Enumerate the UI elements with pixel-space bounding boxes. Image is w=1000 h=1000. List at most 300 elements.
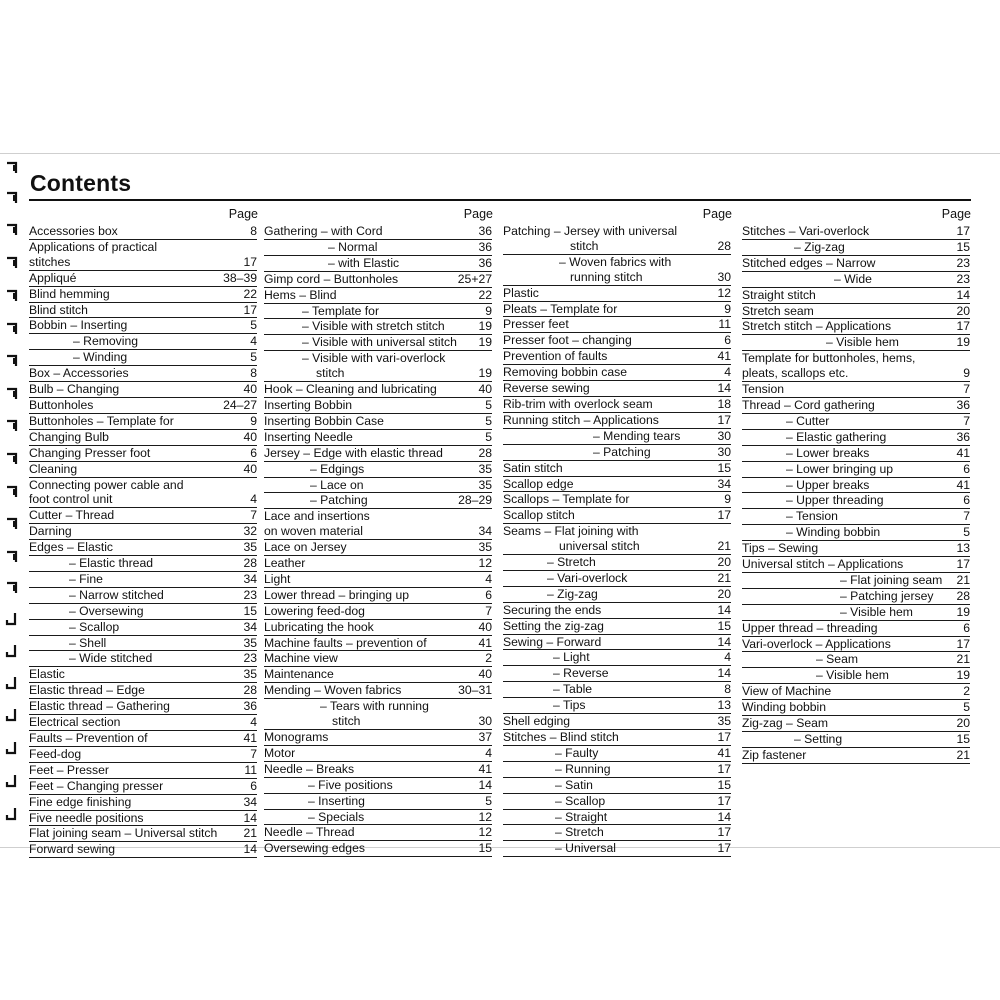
entry-topic: – Five positions — [308, 777, 393, 792]
index-entry — [742, 525, 971, 541]
entry-topic: – Straight — [555, 809, 608, 824]
index-entry — [742, 288, 971, 304]
entry-page-number: 7 — [963, 509, 970, 524]
entry-page-number: 9 — [250, 413, 257, 428]
entry-page-number: 17 — [956, 557, 970, 572]
binding-hole-icon — [5, 484, 19, 498]
title-rule — [29, 199, 971, 201]
entry-topic: Cleaning — [29, 461, 78, 476]
entry-page-number: 28 — [478, 445, 492, 460]
entry-page-number: 35 — [478, 461, 492, 476]
entry-page-number: 34 — [243, 794, 257, 809]
entry-topic: Winding bobbin — [742, 700, 827, 715]
entry-page-number: 5 — [485, 429, 492, 444]
entry-topic: Faults – Prevention of — [29, 731, 148, 745]
entry-page-number: 41 — [243, 731, 257, 745]
index-entry — [29, 826, 258, 842]
index-entry — [264, 746, 493, 762]
entry-topic: Feet – Presser — [29, 762, 109, 777]
entry-page-number: 36 — [956, 397, 970, 412]
index-entry — [264, 636, 493, 652]
entry-topic: Feet – Changing presser — [29, 778, 164, 793]
entry-topic: – Narrow stitched — [69, 587, 164, 602]
index-entry — [742, 319, 971, 335]
index-entry — [264, 335, 493, 351]
entry-topic: Lower thread – bringing up — [264, 587, 409, 602]
entry-page-number: 6 — [250, 445, 257, 460]
binding-hole-icon — [5, 741, 19, 755]
index-entry — [29, 572, 258, 588]
entry-topic: – Inserting — [308, 793, 365, 808]
entry-page-number: 17 — [243, 302, 257, 317]
index-entry — [264, 478, 493, 494]
index-entry — [29, 588, 258, 604]
index-entry — [29, 462, 258, 478]
binding-hole-icon — [5, 644, 19, 658]
entry-topic: Bobbin – Inserting — [29, 318, 128, 333]
entry-topic: Leather — [264, 556, 306, 571]
entry-page-number: 9 — [724, 492, 731, 507]
index-entry — [29, 398, 258, 414]
entry-topic: Forward sewing — [29, 842, 116, 857]
entry-page-number: 5 — [250, 350, 257, 365]
binding-hole-icon — [5, 612, 19, 626]
index-entry — [503, 333, 732, 349]
entry-topic: Prevention of faults — [503, 349, 608, 364]
entry-page-number: 4 — [485, 571, 492, 586]
entry-topic: Scallop edge — [503, 476, 574, 491]
entry-topic: Feed-dog — [29, 746, 82, 761]
entry-page-number: 4 — [250, 492, 257, 507]
index-entry — [742, 605, 971, 621]
index-entry — [742, 382, 971, 398]
entry-topic: Applications of practical — [29, 239, 158, 254]
entry-page-number: 4 — [724, 365, 731, 380]
entry-topic: Setting the zig-zag — [503, 618, 604, 633]
index-entry — [264, 319, 493, 335]
entry-topic: Inserting Needle — [264, 429, 353, 444]
entry-topic: – Upper threading — [786, 493, 884, 508]
entry-topic: – Setting — [794, 732, 843, 746]
entry-topic: Lace on Jersey — [264, 540, 347, 555]
index-entry — [264, 414, 493, 430]
entry-page-number: 30 — [717, 428, 731, 443]
entry-topic: – Table — [553, 682, 593, 697]
entry-page-number: 35 — [478, 540, 492, 555]
index-entry — [742, 351, 971, 382]
page-top-edge — [0, 153, 1000, 154]
index-entry — [264, 683, 493, 699]
entry-topic: – Tears with running — [320, 699, 429, 714]
entry-topic: stitches — [29, 254, 71, 269]
entry-page-number: 14 — [956, 287, 970, 302]
entry-topic: Hems – Blind — [264, 287, 337, 302]
entry-topic: Stitched edges – Narrow — [742, 255, 876, 270]
entry-page-number: 21 — [956, 652, 970, 667]
entry-page-number: 5 — [485, 793, 492, 808]
entry-page-number: 28 — [243, 556, 257, 571]
index-entry — [264, 620, 493, 636]
entry-topic: Motor — [264, 745, 296, 760]
entry-topic: Light — [264, 571, 291, 586]
index-entry — [742, 716, 971, 732]
entry-topic: Universal stitch – Applications — [742, 557, 904, 572]
entry-page-number: 20 — [717, 586, 731, 601]
index-entry — [29, 811, 258, 827]
entry-topic: – Edgings — [310, 461, 365, 476]
entry-page-number: 30 — [717, 269, 731, 284]
entry-topic: Tips – Sewing — [742, 541, 819, 556]
entry-topic: stitch — [332, 714, 361, 729]
entry-page-number: 40 — [478, 619, 492, 634]
entry-page-number: 41 — [956, 477, 970, 492]
entry-page-number: 30 — [478, 714, 492, 729]
entry-topic: Upper thread – threading — [742, 620, 878, 635]
entry-page-number: 23 — [243, 587, 257, 602]
index-entry — [264, 446, 493, 462]
entry-topic: Zig-zag – Seam — [742, 716, 829, 731]
entry-topic: Blind hemming — [29, 286, 110, 301]
entry-topic: universal stitch — [559, 539, 640, 554]
entry-topic: – Wide — [834, 271, 872, 286]
entry-topic: – Shell — [69, 635, 107, 650]
index-entry — [503, 477, 732, 493]
entry-topic: – Zig-zag — [794, 239, 845, 254]
entry-topic: – Fine — [69, 571, 103, 586]
index-entry — [742, 398, 971, 414]
entry-page-number: 36 — [243, 699, 257, 714]
entry-page-number: 37 — [478, 730, 492, 744]
binding-hole-icon — [5, 353, 19, 367]
index-entry — [264, 667, 493, 683]
index-entry — [742, 493, 971, 509]
entry-page-number: 15 — [717, 460, 731, 475]
index-entry — [503, 397, 732, 413]
entry-topic: Stretch seam — [742, 303, 814, 318]
index-entry — [503, 413, 732, 429]
entry-page-number: 20 — [956, 716, 970, 731]
index-entry — [264, 462, 493, 478]
index-entry — [742, 446, 971, 462]
entry-topic: – Universal — [555, 841, 616, 856]
entry-topic: Bulb – Changing — [29, 382, 120, 397]
entry-page-number: 21 — [956, 747, 970, 762]
index-entry — [742, 509, 971, 525]
page-column-header: Page — [228, 207, 258, 221]
entry-page-number: 8 — [250, 224, 257, 238]
entry-topic: – with Elastic — [328, 255, 400, 270]
entry-topic: Stretch stitch – Applications — [742, 319, 892, 334]
entry-topic: – Cutter — [786, 413, 830, 428]
index-entry — [29, 366, 258, 382]
entry-page-number: 13 — [717, 698, 731, 713]
entry-page-number: 6 — [963, 461, 970, 476]
entry-topic: Flat joining seam – Universal stitch — [29, 826, 218, 841]
entry-topic: – Normal — [328, 239, 378, 254]
index-entry — [264, 588, 493, 604]
index-entry — [503, 619, 732, 635]
entry-page-number: 36 — [478, 255, 492, 270]
index-entry — [503, 603, 732, 619]
entry-topic: View of Machine — [742, 684, 832, 699]
index-entry — [29, 287, 258, 303]
entry-topic: – Scallop — [69, 619, 120, 634]
index-entry — [29, 350, 258, 366]
index-entry — [264, 272, 493, 288]
index-entry — [29, 667, 258, 683]
entry-topic: Rib-trim with overlock seam — [503, 396, 653, 411]
index-entry — [742, 414, 971, 430]
entry-topic: – Oversewing — [69, 603, 144, 618]
index-entry — [29, 414, 258, 430]
entry-topic: Securing the ends — [503, 602, 602, 617]
index-column-1 — [29, 207, 258, 858]
index-entry — [264, 493, 493, 509]
entry-topic: – Patching — [310, 493, 368, 508]
entry-page-number: 7 — [250, 508, 257, 523]
index-entry — [503, 841, 732, 857]
entry-page-number: 15 — [717, 618, 731, 633]
entry-page-number: 14 — [717, 809, 731, 824]
index-entry — [29, 271, 258, 287]
entry-page-number: 21 — [956, 572, 970, 587]
entry-topic: Reverse sewing — [503, 381, 590, 396]
page-column-header: Page — [941, 207, 971, 221]
entry-page-number: 17 — [717, 825, 731, 840]
index-entry — [742, 478, 971, 494]
entry-topic: – Template for — [302, 303, 380, 318]
entry-page-number: 40 — [478, 382, 492, 397]
entry-page-number: 15 — [478, 841, 492, 856]
entry-topic: Straight stitch — [742, 287, 816, 302]
index-entry — [264, 810, 493, 826]
entry-page-number: 7 — [250, 746, 257, 761]
entry-page-number: 4 — [250, 715, 257, 730]
entry-page-number: 34 — [478, 524, 492, 539]
index-entry — [503, 794, 732, 810]
entry-page-number: 6 — [724, 333, 731, 348]
entry-page-number: 6 — [963, 620, 970, 635]
index-entry — [503, 825, 732, 841]
entry-topic: – Visible hem — [816, 668, 889, 683]
entry-topic: – Tips — [553, 698, 586, 713]
index-entry — [503, 714, 732, 730]
entry-page-number: 7 — [485, 603, 492, 618]
binding-hole-icon — [5, 708, 19, 722]
index-entry — [503, 429, 732, 445]
entry-page-number: 9 — [485, 303, 492, 318]
index-entry — [742, 700, 971, 716]
entry-topic: Running stitch – Applications — [503, 412, 659, 427]
entry-page-number: 17 — [717, 508, 731, 523]
entry-topic: stitch — [316, 366, 345, 381]
entry-page-number: 30–31 — [458, 683, 492, 698]
binding-marks — [5, 160, 23, 850]
entry-topic: Hook – Cleaning and lubricating — [264, 382, 437, 397]
entry-page-number: 9 — [963, 366, 970, 381]
index-entry — [503, 635, 732, 651]
entry-topic: Presser feet — [503, 317, 569, 332]
entry-page-number: 14 — [717, 634, 731, 649]
entry-topic: Tension — [742, 382, 785, 397]
entry-topic: Shell edging — [503, 714, 571, 729]
entry-page-number: 36 — [956, 429, 970, 444]
entry-page-number: 4 — [724, 650, 731, 665]
index-entry — [264, 288, 493, 304]
entry-page-number: 20 — [717, 555, 731, 570]
entry-page-number: 5 — [485, 413, 492, 428]
binding-hole-icon — [5, 807, 19, 821]
index-column-3 — [503, 207, 732, 857]
entry-page-number: 4 — [485, 745, 492, 760]
binding-hole-icon — [5, 255, 19, 269]
binding-hole-icon — [5, 774, 19, 788]
entry-page-number: 23 — [956, 255, 970, 270]
entry-page-number: 20 — [956, 303, 970, 318]
entry-topic: Gimp cord – Buttonholes — [264, 271, 399, 286]
index-column-4 — [742, 207, 971, 764]
index-entry — [29, 699, 258, 715]
entry-page-number: 7 — [963, 382, 970, 397]
entry-topic: – Running — [555, 761, 611, 776]
entry-page-number: 17 — [956, 636, 970, 651]
index-entry — [742, 272, 971, 288]
entry-topic: Changing Bulb — [29, 429, 109, 444]
entry-topic: – Visible with vari-overlock — [302, 351, 446, 366]
entry-page-number: 28 — [956, 588, 970, 603]
entry-page-number: 32 — [243, 524, 257, 539]
page-title: Contents — [30, 170, 132, 196]
entry-topic: Machine faults – prevention of — [264, 635, 427, 650]
entry-topic: Zip fastener — [742, 747, 807, 762]
index-entry — [503, 381, 732, 397]
entry-page-number: 13 — [956, 541, 970, 556]
entry-page-number: 17 — [717, 412, 731, 427]
entry-topic: Accessories box — [29, 224, 118, 238]
entry-topic: Scallops – Template for — [503, 492, 630, 507]
entry-topic: Needle – Breaks — [264, 761, 355, 776]
index-entry — [742, 637, 971, 653]
index-entry — [29, 303, 258, 319]
entry-page-number: 22 — [478, 287, 492, 302]
entry-page-number: 5 — [250, 318, 257, 333]
entry-page-number: 21 — [717, 539, 731, 554]
entry-page-number: 12 — [478, 556, 492, 571]
entry-topic: Buttonholes — [29, 397, 94, 412]
entry-topic: Needle – Thread — [264, 825, 355, 840]
index-entry — [503, 445, 732, 461]
entry-topic: – Faulty — [555, 745, 599, 760]
index-entry — [264, 509, 493, 540]
entry-topic: Monograms — [264, 730, 329, 744]
entry-page-number: 11 — [244, 762, 257, 777]
entry-page-number: 41 — [956, 445, 970, 460]
index-entry — [29, 842, 258, 858]
entry-page-number: 19 — [478, 319, 492, 334]
index-entry — [264, 604, 493, 620]
entry-topic: Elastic — [29, 667, 65, 682]
binding-hole-icon — [5, 549, 19, 563]
entry-page-number: 17 — [717, 793, 731, 808]
entry-page-number: 14 — [478, 777, 492, 792]
entry-topic: – Lower bringing up — [786, 461, 894, 476]
index-entry — [742, 684, 971, 700]
entry-topic: Plastic — [503, 285, 539, 300]
index-entry — [264, 556, 493, 572]
index-entry — [264, 398, 493, 414]
entry-topic: – Satin — [555, 777, 593, 792]
entry-page-number: 2 — [963, 684, 970, 699]
entry-topic: Connecting power cable and — [29, 477, 184, 492]
index-entry — [29, 508, 258, 524]
entry-page-number: 23 — [956, 271, 970, 286]
entry-topic: Lace and insertions — [264, 509, 370, 524]
index-entry — [29, 556, 258, 572]
index-entry — [503, 698, 732, 714]
index-entry — [503, 730, 732, 746]
entry-page-number: 12 — [478, 825, 492, 840]
entry-page-number: 36 — [478, 239, 492, 254]
entry-page-number: 34 — [243, 619, 257, 634]
entry-topic: stitch — [570, 238, 599, 253]
entry-topic: pleats, scallops etc. — [742, 366, 849, 381]
index-entry — [29, 651, 258, 667]
index-entry — [264, 794, 493, 810]
entry-page-number: 9 — [724, 301, 731, 316]
entry-topic: Appliqué — [29, 270, 77, 285]
entry-topic: Maintenance — [264, 667, 334, 682]
entry-topic: Presser foot – changing — [503, 333, 632, 348]
entry-topic: Seams – Flat joining with — [503, 524, 639, 539]
binding-hole-icon — [5, 190, 19, 204]
entry-page-number: 19 — [956, 604, 970, 619]
entry-topic: Buttonholes – Template for — [29, 413, 174, 428]
entry-page-number: 21 — [243, 826, 257, 841]
entry-topic: Removing bobbin case — [503, 365, 627, 380]
index-entry — [742, 462, 971, 478]
entry-topic: Scallop stitch — [503, 508, 575, 523]
entry-page-number: 17 — [956, 224, 970, 238]
index-entry — [503, 682, 732, 698]
entry-page-number: 28 — [243, 683, 257, 698]
index-entry — [742, 335, 971, 351]
page-column-header: Page — [702, 207, 732, 221]
entry-topic: – Visible hem — [826, 335, 899, 350]
entry-topic: – Wide stitched — [69, 651, 153, 666]
entry-page-number: 34 — [243, 571, 257, 586]
index-entry — [742, 589, 971, 605]
index-entry — [29, 715, 258, 731]
entry-page-number: 11 — [718, 317, 731, 332]
index-entry — [742, 573, 971, 589]
index-entry — [29, 240, 258, 271]
index-entry — [503, 508, 732, 524]
entry-topic: – Flat joining seam — [840, 572, 943, 587]
entry-page-number: 17 — [717, 841, 731, 856]
index-entry — [742, 748, 971, 764]
entry-page-number: 21 — [717, 570, 731, 585]
entry-page-number: 35 — [717, 714, 731, 729]
entry-topic: Mending – Woven fabrics — [264, 683, 402, 698]
entry-page-number: 15 — [243, 603, 257, 618]
index-entry — [503, 224, 732, 255]
index-entry — [503, 492, 732, 508]
index-entry — [29, 478, 258, 509]
entry-page-number: 17 — [717, 761, 731, 776]
entry-page-number: 12 — [478, 809, 492, 824]
entry-topic: Elastic thread – Gathering — [29, 699, 170, 714]
index-entry — [503, 286, 732, 302]
